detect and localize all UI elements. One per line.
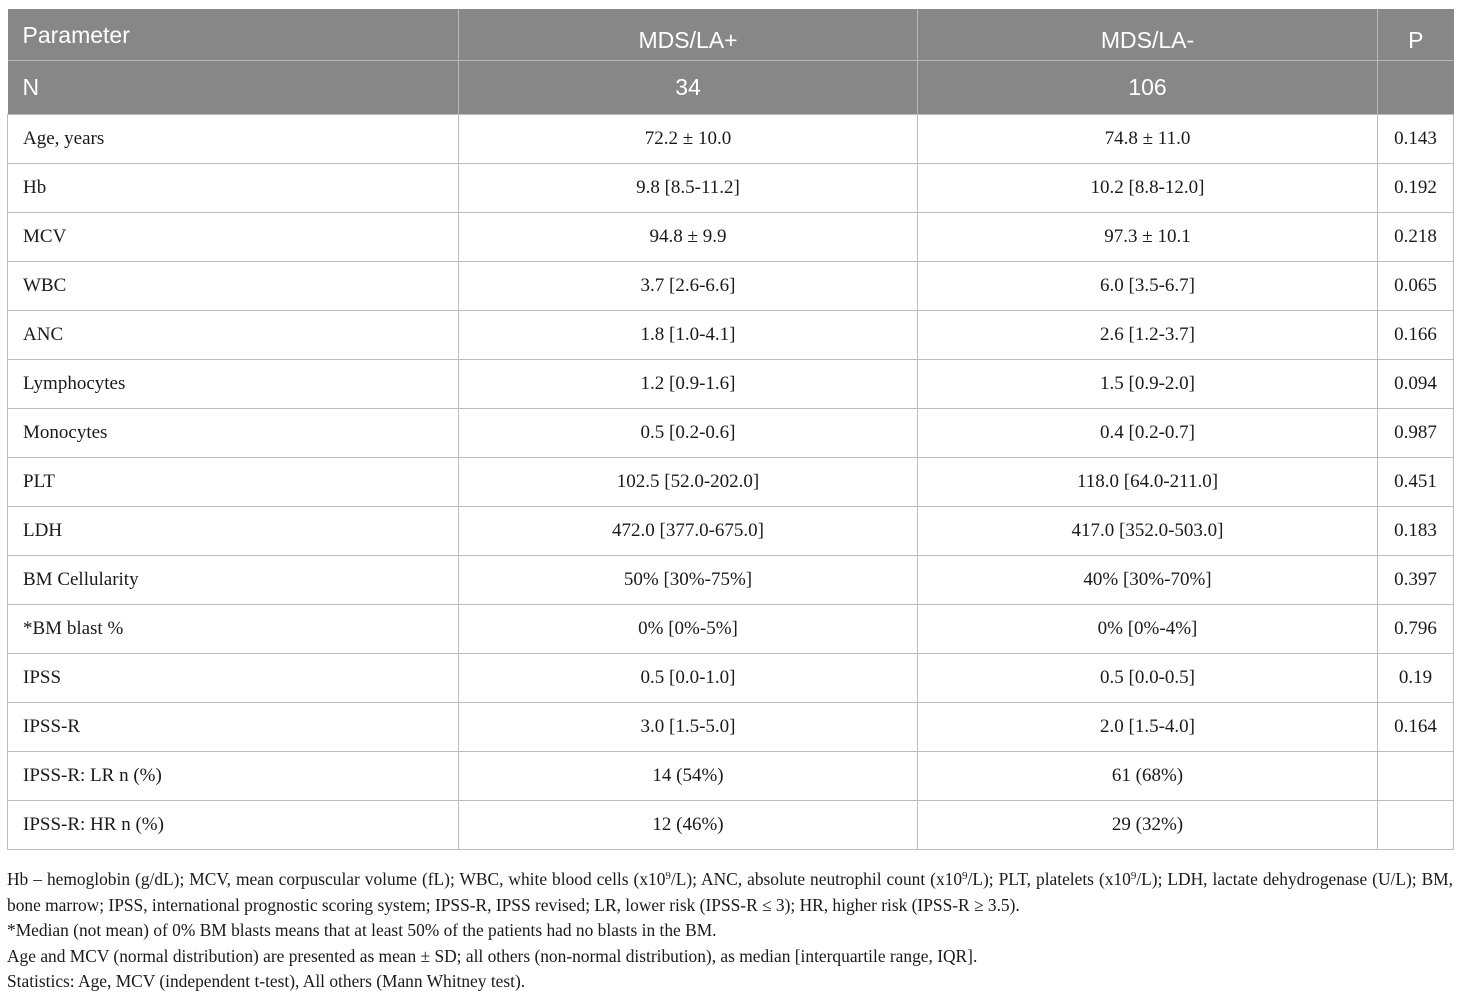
n-row xyxy=(8,61,1454,115)
cell-mds-la-negative: 0% [0%-4%] xyxy=(918,605,1378,654)
cell-parameter: Age, years xyxy=(8,115,459,164)
cell-parameter: Monocytes xyxy=(8,409,459,458)
n-mds-la-negative: 106 xyxy=(918,61,1378,115)
cell-mds-la-negative: 0.4 [0.2-0.7] xyxy=(918,409,1378,458)
cell-parameter: IPSS-R: LR n (%) xyxy=(8,752,459,801)
cell-mds-la-positive: 50% [30%-75%] xyxy=(459,556,918,605)
cell-mds-la-positive: 1.2 [0.9-1.6] xyxy=(459,360,918,409)
header-p-value: P xyxy=(1378,9,1454,61)
cell-parameter: *BM blast % xyxy=(8,605,459,654)
cell-p-value: 0.166 xyxy=(1378,311,1454,360)
cell-mds-la-positive: 0% [0%-5%] xyxy=(459,605,918,654)
table-row xyxy=(8,164,1454,213)
cell-mds-la-negative: 0.5 [0.0-0.5] xyxy=(918,654,1378,703)
cell-p-value: 0.192 xyxy=(1378,164,1454,213)
cell-p-value: 0.094 xyxy=(1378,360,1454,409)
table-row xyxy=(8,409,1454,458)
cell-p-value: 0.451 xyxy=(1378,458,1454,507)
abbrev-text: /L); ANC, absolute neutrophil count (x10 xyxy=(670,869,963,889)
cell-p-value: 0.218 xyxy=(1378,213,1454,262)
cell-mds-la-negative: 1.5 [0.9-2.0] xyxy=(918,360,1378,409)
cell-mds-la-positive: 102.5 [52.0-202.0] xyxy=(459,458,918,507)
cell-mds-la-positive: 12 (46%) xyxy=(459,801,918,850)
table-row xyxy=(8,115,1454,164)
n-label: N xyxy=(8,61,459,115)
median-note: *Median (not mean) of 0% BM blasts means that at least 50% of the patients had no blasts in the BM. xyxy=(7,920,717,940)
table-row xyxy=(8,507,1454,556)
cell-parameter: Hb xyxy=(8,164,459,213)
superscript-9: 9 xyxy=(665,870,671,882)
statistics-note: Statistics: Age, MCV (independent t-test), All others (Mann Whitney test). xyxy=(7,971,526,991)
table-row xyxy=(8,752,1454,801)
cell-mds-la-positive: 9.8 [8.5-11.2] xyxy=(459,164,918,213)
header-row xyxy=(8,9,1454,61)
cell-mds-la-negative: 417.0 [352.0-503.0] xyxy=(918,507,1378,556)
cell-mds-la-positive: 1.8 [1.0-4.1] xyxy=(459,311,918,360)
cell-p-value xyxy=(1378,752,1454,801)
n-p-value xyxy=(1378,61,1454,115)
cell-parameter: Lymphocytes xyxy=(8,360,459,409)
cell-p-value xyxy=(1378,801,1454,850)
cell-parameter: WBC xyxy=(8,262,459,311)
cell-mds-la-positive: 472.0 [377.0-675.0] xyxy=(459,507,918,556)
table-footnotes xyxy=(7,867,1453,995)
cell-mds-la-negative: 2.0 [1.5-4.0] xyxy=(918,703,1378,752)
cell-mds-la-positive: 14 (54%) xyxy=(459,752,918,801)
table-row xyxy=(8,703,1454,752)
table-row xyxy=(8,360,1454,409)
cell-p-value: 0.796 xyxy=(1378,605,1454,654)
cell-parameter: PLT xyxy=(8,458,459,507)
table-header xyxy=(8,9,1454,115)
cell-p-value: 0.183 xyxy=(1378,507,1454,556)
table-row xyxy=(8,801,1454,850)
header-mds-la-positive: MDS/LA+ xyxy=(459,9,918,61)
cell-parameter: BM Cellularity xyxy=(8,556,459,605)
cell-mds-la-positive: 0.5 [0.0-1.0] xyxy=(459,654,918,703)
abbrev-text: Hb – hemoglobin (g/dL); MCV, mean corpuscular volume (fL); WBC, white blood cells (x10 xyxy=(7,869,666,889)
cell-mds-la-negative: 61 (68%) xyxy=(918,752,1378,801)
table-row xyxy=(8,556,1454,605)
header-parameter: Parameter xyxy=(8,9,459,61)
cell-mds-la-negative: 74.8 ± 11.0 xyxy=(918,115,1378,164)
results-table-container xyxy=(7,9,1453,850)
cell-p-value: 0.19 xyxy=(1378,654,1454,703)
cell-parameter: LDH xyxy=(8,507,459,556)
cell-p-value: 0.143 xyxy=(1378,115,1454,164)
superscript-9: 9 xyxy=(1130,870,1137,882)
cell-p-value: 0.397 xyxy=(1378,556,1454,605)
cell-mds-la-positive: 94.8 ± 9.9 xyxy=(459,213,918,262)
cell-mds-la-negative: 118.0 [64.0-211.0] xyxy=(918,458,1378,507)
table-row xyxy=(8,262,1454,311)
cell-mds-la-positive: 3.0 [1.5-5.0] xyxy=(459,703,918,752)
cell-p-value: 0.987 xyxy=(1378,409,1454,458)
superscript-9: 9 xyxy=(962,870,968,882)
cell-mds-la-negative: 6.0 [3.5-6.7] xyxy=(918,262,1378,311)
table-row xyxy=(8,311,1454,360)
cell-mds-la-negative: 97.3 ± 10.1 xyxy=(918,213,1378,262)
cell-p-value: 0.065 xyxy=(1378,262,1454,311)
abbrev-text: /L); LDH, lactate dehydrogenase (U/L); BM, bone marrow; IPSS, international prognostic scoring system; IPSS-R, IPSS revised; LR, lower risk (IPSS-R ≤ 3); HR, higher risk (IPSS-R ≥ 3.5). xyxy=(7,869,1453,915)
cell-mds-la-positive: 72.2 ± 10.0 xyxy=(459,115,918,164)
cell-parameter: IPSS-R xyxy=(8,703,459,752)
n-mds-la-positive: 34 xyxy=(459,61,918,115)
cell-mds-la-negative: 10.2 [8.8-12.0] xyxy=(918,164,1378,213)
table-body xyxy=(8,115,1454,850)
table-row xyxy=(8,605,1454,654)
cell-mds-la-positive: 0.5 [0.2-0.6] xyxy=(459,409,918,458)
cell-parameter: IPSS-R: HR n (%) xyxy=(8,801,459,850)
cell-mds-la-negative: 40% [30%-70%] xyxy=(918,556,1378,605)
table-row xyxy=(8,213,1454,262)
cell-p-value: 0.164 xyxy=(1378,703,1454,752)
cell-mds-la-negative: 29 (32%) xyxy=(918,801,1378,850)
cell-mds-la-negative: 2.6 [1.2-3.7] xyxy=(918,311,1378,360)
abbreviations-note xyxy=(7,867,1453,918)
cell-parameter: IPSS xyxy=(8,654,459,703)
table-row xyxy=(8,654,1454,703)
distribution-note: Age and MCV (normal distribution) are presented as mean ± SD; all others (non-normal distribution), as median [interquartile range, IQR]. xyxy=(7,945,978,966)
cell-mds-la-positive: 3.7 [2.6-6.6] xyxy=(459,262,918,311)
results-table xyxy=(7,9,1454,850)
cell-parameter: MCV xyxy=(8,213,459,262)
abbrev-text: /L); PLT, platelets (x10 xyxy=(967,869,1131,889)
header-mds-la-negative: MDS/LA- xyxy=(918,9,1378,61)
cell-parameter: ANC xyxy=(8,311,459,360)
table-row xyxy=(8,458,1454,507)
